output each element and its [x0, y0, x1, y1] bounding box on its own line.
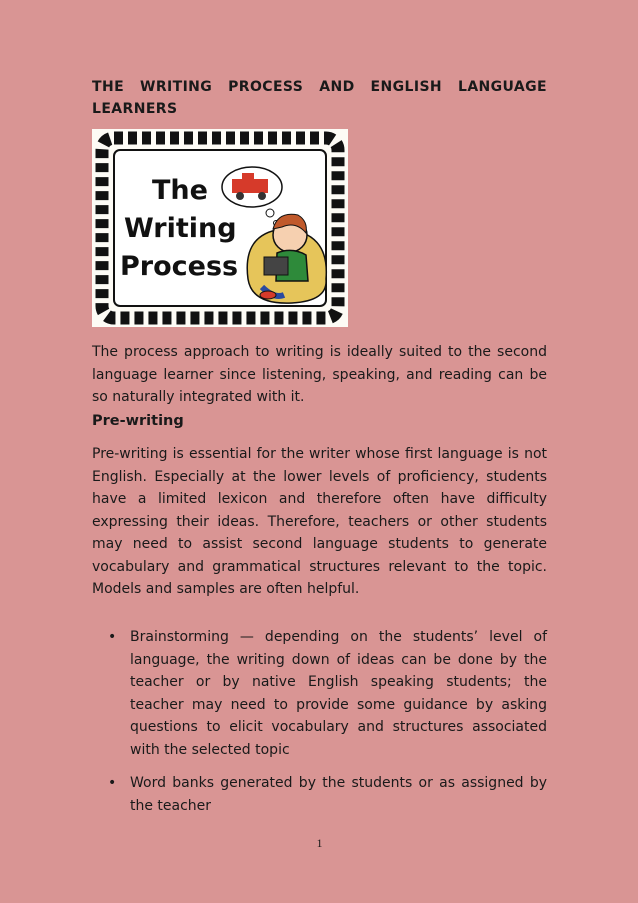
list-item	[92, 626, 547, 761]
bullet-icon: •	[108, 775, 117, 791]
bullet-icon: •	[108, 629, 117, 645]
figure-word-process: Process	[120, 251, 239, 282]
illustration-graphic	[92, 129, 348, 327]
list-item-text: Brainstorming — depending on the students’ level of language, the writing down of ideas can be done by the teacher or by native English speaking students; the teacher may need to provide some guidance by asking questions to elicit vocabulary and structures associated with the selected topic	[130, 629, 547, 758]
intro-paragraph: The process approach to writing is ideally suited to the second language learner since listening, speaking, and reading can be so naturally integrated with it.	[92, 344, 547, 405]
prewriting-heading: Pre-writing	[92, 413, 184, 429]
figure-word-writing: Writing	[124, 213, 237, 244]
list-item-text: Word banks generated by the students or as assigned by the teacher	[130, 775, 547, 814]
document-title: THE WRITING PROCESS AND ENGLISH LANGUAGE LEARNERS	[92, 79, 547, 117]
prewriting-paragraph: Pre-writing is essential for the writer whose first language is not English. Especially at the lower levels of proficiency, students have a limited lexicon and therefore often have difficulty expressing their ideas. Therefore, teachers or other students may need to assist second language students to generate vocabulary and grammatical structures relevant to the topic. Models and samples are often helpful.	[92, 446, 547, 597]
list-item	[92, 772, 547, 817]
page-number: 1	[316, 836, 323, 850]
writing-process-illustration	[92, 129, 348, 327]
prewriting-bullet-list	[92, 626, 547, 828]
figure-word-the: The	[152, 175, 208, 206]
